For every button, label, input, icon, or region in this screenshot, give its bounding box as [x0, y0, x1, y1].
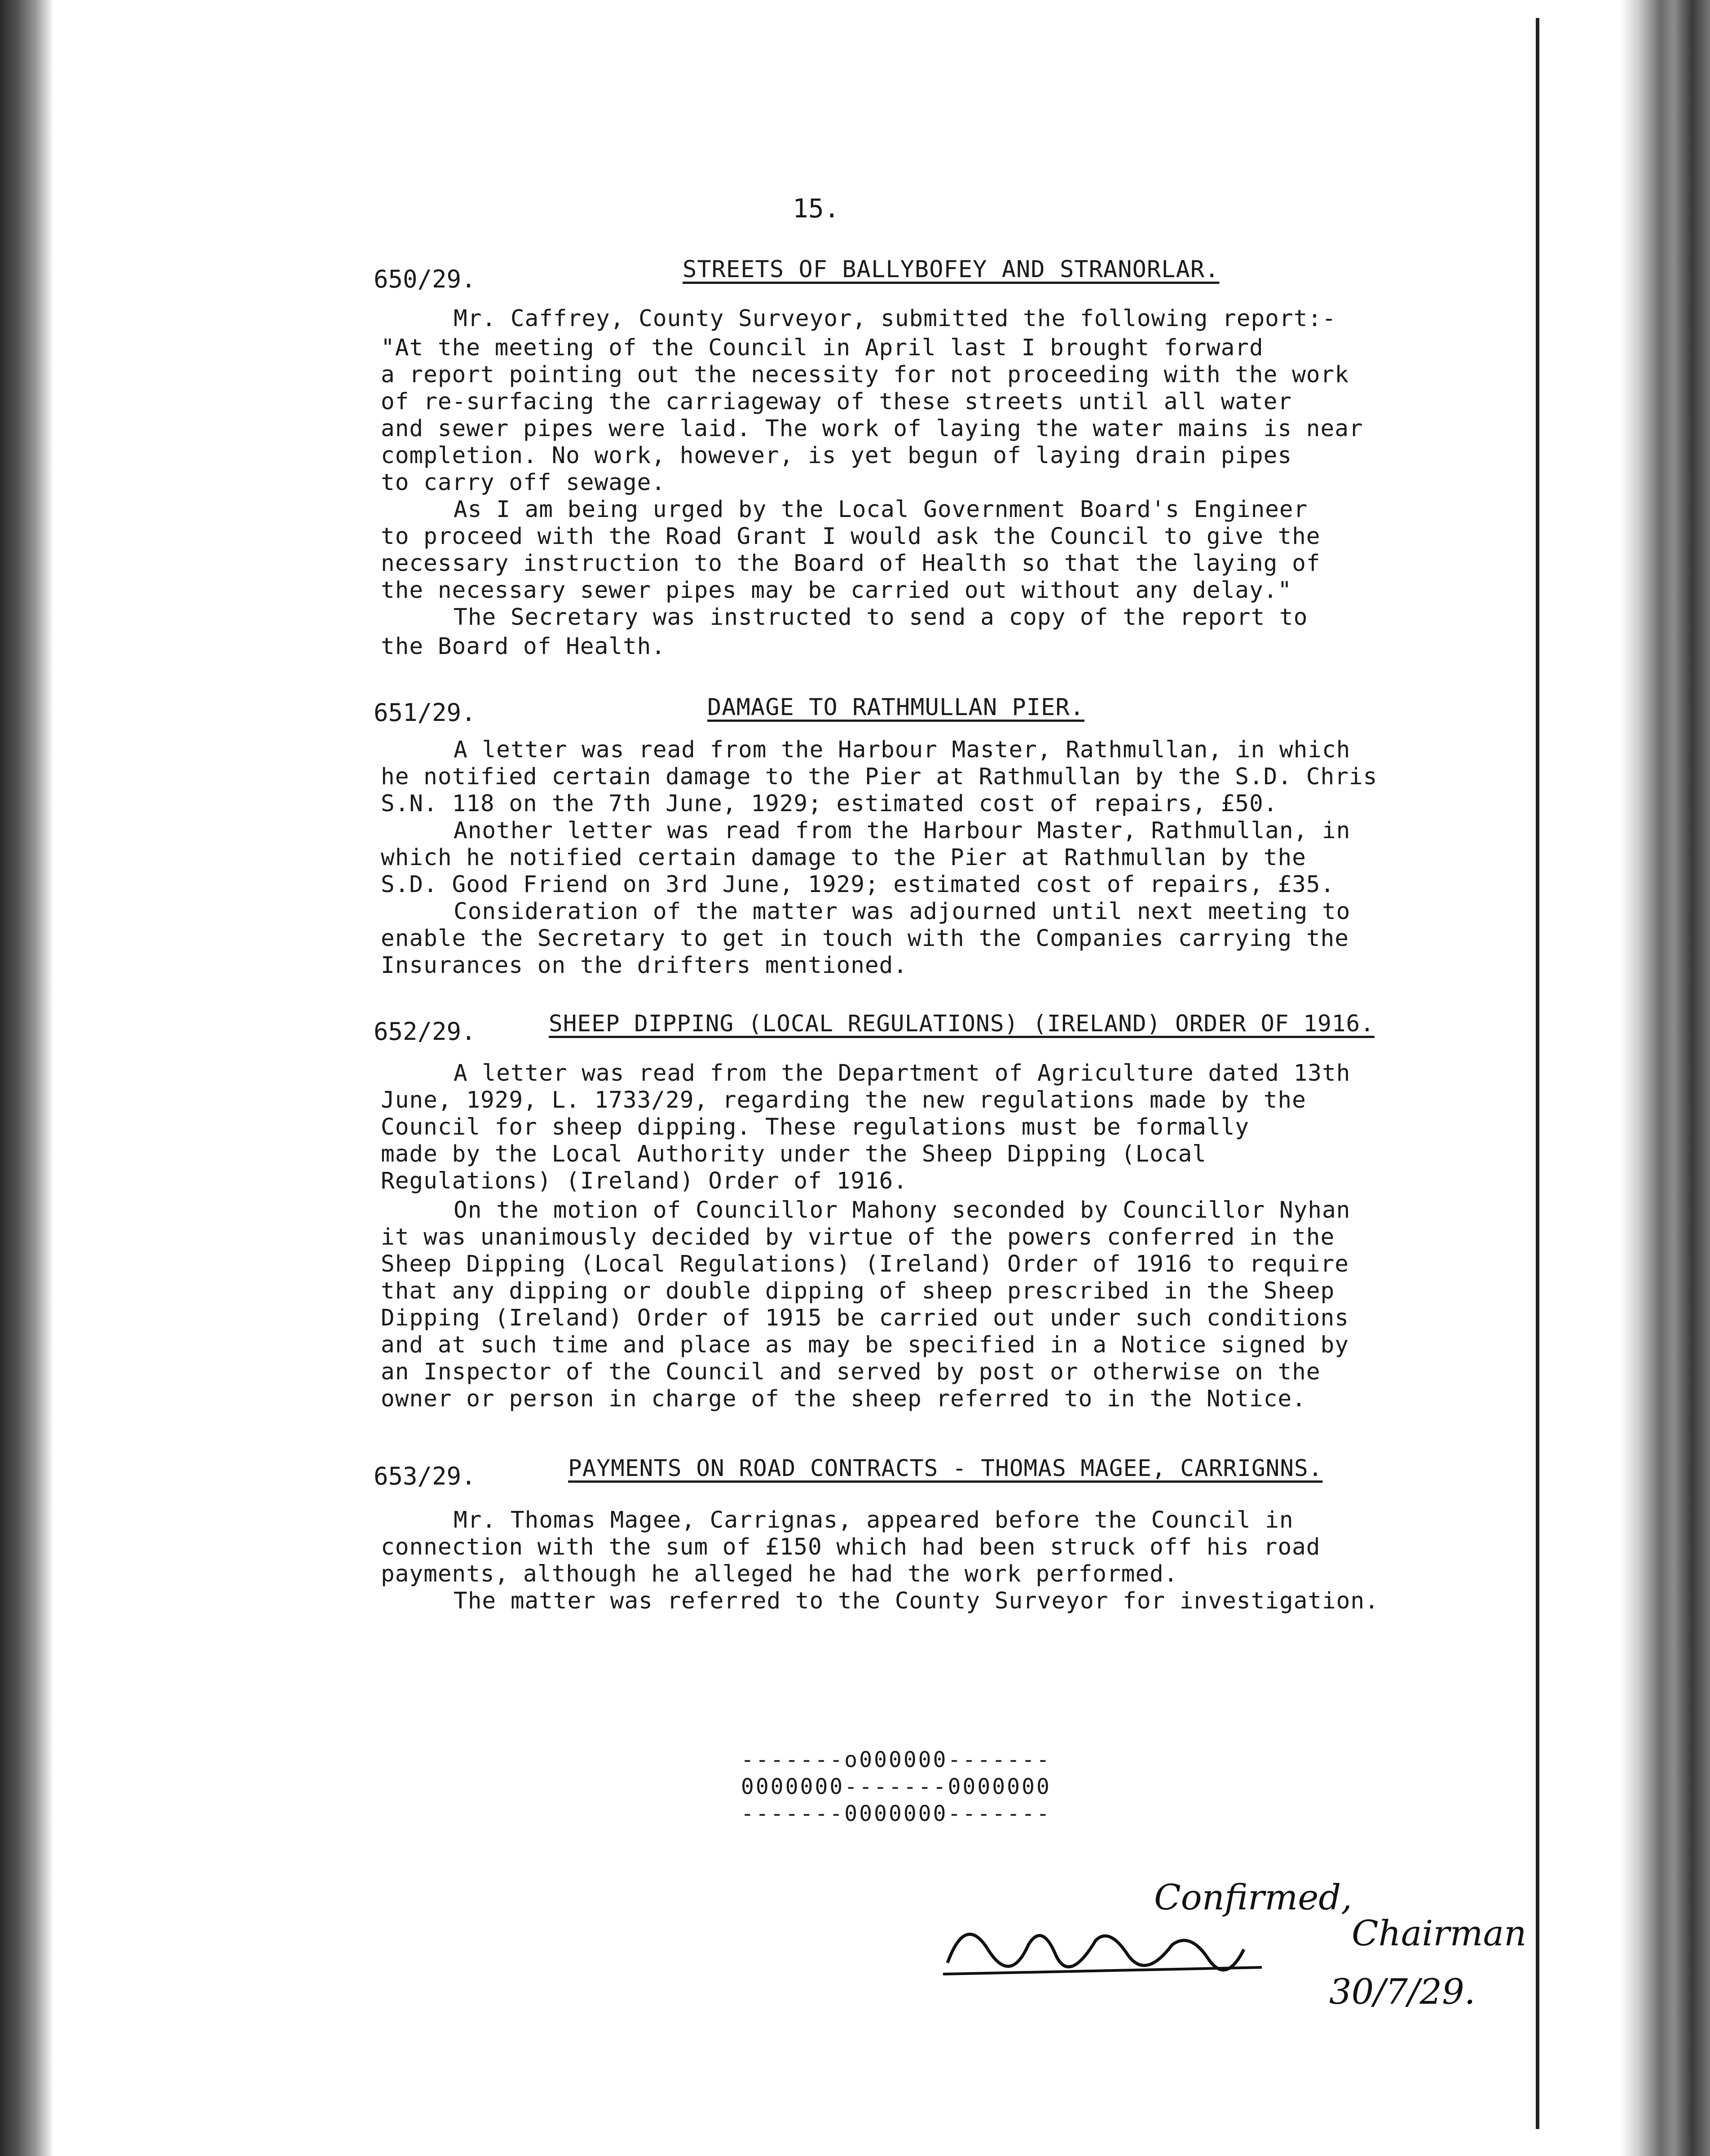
body-line: payments, although he alleged he had the work performed.: [381, 1561, 1178, 1587]
body-line: June, 1929, L. 1733/29, regarding the new regulations made by the: [381, 1087, 1306, 1113]
body-line: completion. No work, however, is yet begun of laying drain pipes: [381, 442, 1292, 469]
body-line: and sewer pipes were laid. The work of laying the water mains is near: [381, 415, 1363, 442]
body-line: he notified certain damage to the Pier at Rathmullan by the S.D. Chris: [381, 764, 1378, 790]
body-line: The matter was referred to the County Surveyor for investigation.: [454, 1588, 1379, 1614]
body-line: Regulations) (Ireland) Order of 1916.: [381, 1168, 908, 1194]
chairman-handwriting: Chairman: [1352, 1913, 1527, 1954]
entry-heading: STREETS OF BALLYBOFEY AND STRANORLAR.: [683, 256, 1220, 283]
body-line: "At the meeting of the Council in April last I brought forward: [381, 335, 1264, 361]
body-line: a report pointing out the necessity for not proceeding with the work: [381, 362, 1349, 388]
page-edge: [1536, 18, 1539, 2129]
body-line: made by the Local Authority under the Sheep Dipping (Local: [381, 1141, 1207, 1167]
body-line: the necessary sewer pipes may be carried out without any delay.": [381, 577, 1292, 604]
body-line: and at such time and place as may be specified in a Notice signed by: [381, 1332, 1349, 1358]
body-line: which he notified certain damage to the Pier at Rathmullan by the: [381, 844, 1306, 871]
entry-number: 651/29.: [374, 698, 476, 727]
body-line: owner or person in charge of the sheep referred to in the Notice.: [381, 1386, 1306, 1412]
body-line: Insurances on the drifters mentioned.: [381, 952, 908, 979]
page-number: 15.: [793, 193, 840, 224]
body-line: that any dipping or double dipping of sheep prescribed in the Sheep: [381, 1278, 1335, 1304]
body-line: S.D. Good Friend on 3rd June, 1929; estimated cost of repairs, £35.: [381, 871, 1335, 898]
entry-number: 653/29.: [374, 1462, 476, 1490]
entry-heading: PAYMENTS ON ROAD CONTRACTS - THOMAS MAGEE, CARRIGNNS.: [568, 1455, 1323, 1482]
separator-line: 0000000-------0000000: [741, 1774, 1051, 1799]
entry-heading: DAMAGE TO RATHMULLAN PIER.: [707, 694, 1084, 721]
date-handwriting: 30/7/29.: [1329, 1972, 1476, 2012]
entry-number: 652/29.: [374, 1017, 476, 1046]
body-line: Mr. Thomas Magee, Carrignas, appeared before the Council in: [454, 1507, 1294, 1533]
body-line: As I am being urged by the Local Government Board's Engineer: [454, 496, 1308, 523]
body-line: enable the Secretary to get in touch with the Companies carrying the: [381, 925, 1349, 952]
body-line: On the motion of Councillor Mahony seconded by Councillor Nyhan: [454, 1197, 1351, 1224]
body-line: Consideration of the matter was adjourned until next meeting to: [454, 898, 1351, 925]
body-line: The Secretary was instructed to send a copy of the report to: [454, 604, 1308, 631]
body-line: it was unanimously decided by virtue of the powers conferred in the: [381, 1224, 1335, 1250]
body-line: Mr. Caffrey, County Surveyor, submitted the following report:-: [454, 305, 1336, 332]
body-line: Sheep Dipping (Local Regulations) (Ireland) Order of 1916 to require: [381, 1251, 1349, 1277]
scan-shadow-left: [0, 0, 54, 2156]
body-line: A letter was read from the Harbour Master, Rathmullan, in which: [454, 737, 1351, 763]
separator-line: -------o000000-------: [741, 1747, 1051, 1772]
body-line: Dipping (Ireland) Order of 1915 be carried out under such conditions: [381, 1305, 1349, 1331]
body-line: connection with the sum of £150 which had been struck off his road: [381, 1534, 1321, 1560]
confirmed-handwriting: Confirmed,: [1154, 1878, 1353, 1918]
body-line: to proceed with the Road Grant I would ask the Council to give the: [381, 523, 1321, 550]
body-line: to carry off sewage.: [381, 469, 666, 496]
entry-heading: SHEEP DIPPING (LOCAL REGULATIONS) (IRELAND) ORDER OF 1916.: [549, 1011, 1375, 1037]
body-line: Another letter was read from the Harbour Master, Rathmullan, in: [454, 817, 1351, 844]
entry-number: 650/29.: [374, 265, 476, 293]
body-line: necessary instruction to the Board of Health so that the laying of: [381, 550, 1321, 577]
body-line: A letter was read from the Department of Agriculture dated 13th: [454, 1060, 1351, 1087]
body-line: the Board of Health.: [381, 633, 666, 660]
body-line: S.N. 118 on the 7th June, 1929; estimated cost of repairs, £50.: [381, 791, 1278, 817]
signature-mark: [939, 1895, 1370, 1985]
body-line: Council for sheep dipping. These regulations must be formally: [381, 1114, 1249, 1140]
body-line: an Inspector of the Council and served by post or otherwise on the: [381, 1359, 1321, 1385]
body-line: of re-surfacing the carriageway of these streets until all water: [381, 389, 1292, 415]
separator-line: -------0000000-------: [741, 1801, 1051, 1826]
scan-shadow-right: [1620, 0, 1710, 2156]
